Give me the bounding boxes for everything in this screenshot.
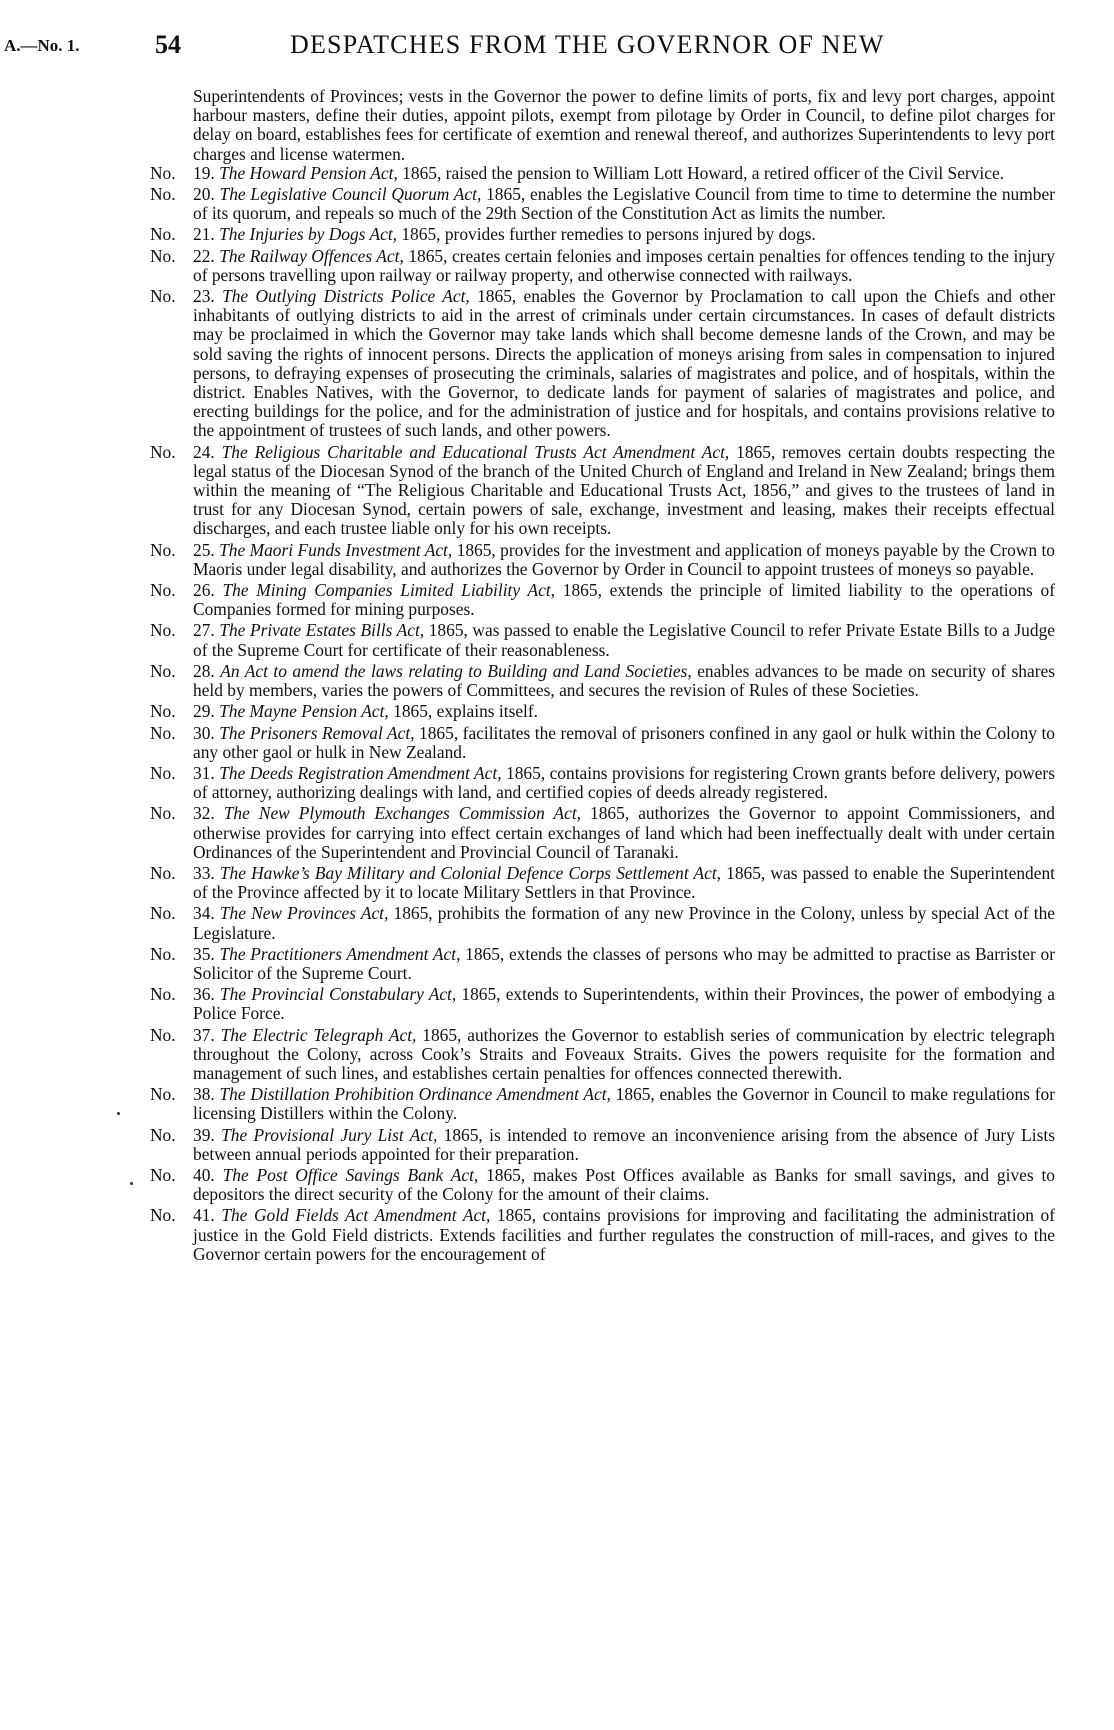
act-description: 1865, extends to Superintendents, within their Provinces, the power of embodying a Police Force. bbox=[193, 984, 1055, 1024]
act-description: 1865, contains provisions for improving and facilitating the administration of justice in the Gold Field districts. Extends facilities and further regulates the construction of mill-races, and gives to the Governor certain powers for the encouragement of bbox=[193, 1205, 1055, 1264]
entry-no-label: No. bbox=[150, 862, 176, 883]
entry-no-label: No. bbox=[150, 620, 176, 641]
act-entry bbox=[150, 864, 1055, 902]
entry-no-label: No. bbox=[150, 803, 176, 824]
act-description: 1865, extends the principle of limited liability to the operations of Companies formed for mining purposes. bbox=[193, 580, 1056, 620]
act-title: The Railway Offences Act, bbox=[219, 245, 404, 266]
entry-number: 36. bbox=[193, 984, 220, 1005]
entry-number: 25. bbox=[193, 539, 220, 560]
act-entry bbox=[150, 1166, 1055, 1204]
act-description: 1865, provides for the investment and application of moneys payable by the Crown to Maoris under legal disability, and authorizes the Governor by Order in Council to appoint trustees of moneys so payable. bbox=[193, 539, 1055, 579]
act-title: The Mayne Pension Act, bbox=[219, 701, 389, 722]
act-title: The New Provinces Act, bbox=[219, 903, 389, 924]
act-title: The Distillation Prohibition Ordinance Amendment Act, bbox=[219, 1084, 611, 1105]
act-entry bbox=[150, 1206, 1055, 1264]
entry-number: 26. bbox=[193, 580, 223, 601]
act-entry bbox=[150, 581, 1055, 619]
entry-no-label: No. bbox=[150, 245, 176, 266]
entry-number: 41. bbox=[193, 1205, 222, 1226]
entry-no-label: No. bbox=[150, 1084, 176, 1105]
entry-number: 35. bbox=[193, 943, 220, 964]
entry-no-label: No. bbox=[150, 441, 176, 462]
entry-number: 21. bbox=[193, 224, 220, 245]
act-entry bbox=[150, 164, 1055, 183]
entry-number: 38. bbox=[193, 1084, 220, 1105]
act-title: The Religious Charitable and Educational Trusts Act Amendment Act, bbox=[221, 441, 730, 462]
act-title: The Maori Funds Investment Act, bbox=[219, 539, 453, 560]
act-entry bbox=[150, 1085, 1055, 1123]
act-title: The Hawke’s Bay Military and Colonial Defence Corps Settlement Act, bbox=[219, 862, 721, 883]
entry-no-label: No. bbox=[150, 224, 176, 245]
entry-no-label: No. bbox=[150, 1164, 176, 1185]
act-title: The Private Estates Bills Act, bbox=[219, 620, 425, 641]
act-title: The Provisional Jury List Act, bbox=[221, 1124, 438, 1145]
act-entry bbox=[150, 287, 1055, 441]
entry-no-label: No. bbox=[150, 1205, 176, 1226]
act-description: 1865, explains itself. bbox=[388, 701, 539, 722]
page-header bbox=[0, 30, 1114, 66]
act-title: The Gold Fields Act Amendment Act, bbox=[221, 1205, 491, 1226]
entry-no-label: No. bbox=[150, 286, 176, 307]
act-title: An Act to amend the laws relating to Building and Land Societies, bbox=[220, 660, 692, 681]
entry-no-label: No. bbox=[150, 984, 176, 1005]
entry-no-label: No. bbox=[150, 762, 176, 783]
margin-mark bbox=[117, 1112, 120, 1115]
act-description: 1865, provides further remedies to persons injured by dogs. bbox=[397, 224, 816, 245]
act-entry bbox=[150, 764, 1055, 802]
act-description: 1865, was passed to enable the Superintendent of the Province affected by it to locate Military Settlers in that Province. bbox=[193, 862, 1055, 903]
act-entry bbox=[150, 541, 1055, 579]
entry-number: 24. bbox=[193, 441, 222, 462]
entry-number: 19. bbox=[193, 162, 220, 183]
entry-number: 30. bbox=[193, 722, 220, 743]
act-title: The Deeds Registration Amendment Act, bbox=[219, 762, 502, 783]
act-list bbox=[150, 164, 1055, 1264]
running-title: DESPATCHES FROM THE GOVERNOR OF NEW bbox=[290, 30, 885, 59]
act-description: 1865, facilitates the removal of prisoners confined in any gaol or hulk within the Colony to any other gaol or hulk in New Zealand. bbox=[193, 722, 1055, 762]
act-description: 1865, was passed to enable the Legislative Council to refer Private Estate Bills to a Judge of the Supreme Court for certificate of their reasonableness. bbox=[193, 620, 1055, 660]
act-description: 1865, authorizes the Governor to establish series of communication by electric telegraph throughout the Colony, across Cook’s Straits and Foveaux Straits. Gives the powers requisite for the formation and management of such lines, and establishes certain penalties for offences connected therewith. bbox=[193, 1024, 1055, 1083]
act-description: 1865, extends the classes of persons who may be admitted to practise as Barrister or Solicitor of the Supreme Court. bbox=[193, 943, 1055, 983]
entry-no-label: No. bbox=[150, 184, 176, 205]
act-title: The Prisoners Removal Act, bbox=[219, 722, 415, 743]
act-entry bbox=[150, 1126, 1055, 1164]
act-entry bbox=[150, 185, 1055, 223]
act-description: 1865, authorizes the Governor to appoint Commissioners, and otherwise provides for carrying into effect certain exchanges of land which had been ineffectually dealt with under certain Ordinances of the Superintendent and Provincial Council of Taranaki. bbox=[193, 803, 1055, 862]
act-description: 1865, contains provisions for registering Crown grants before delivery, powers of attorney, authorizing dealings with land, and certified copies of deeds already registered. bbox=[193, 762, 1055, 803]
act-entry bbox=[150, 985, 1055, 1023]
entry-no-label: No. bbox=[150, 660, 176, 681]
entry-number: 31. bbox=[193, 762, 220, 783]
act-entry bbox=[150, 662, 1055, 700]
page-body bbox=[150, 87, 1055, 1266]
page-number: 54 bbox=[155, 30, 181, 59]
act-title: The Legislative Council Quorum Act, bbox=[219, 184, 482, 205]
intro-paragraph: Superintendents of Provinces; vests in the Governor the power to define limits of ports, fix and levy port charges, appoint harbour masters, define their duties, appoint pilots, exempt from pilotage by Order in Council, to define pilot charges for delay on board, establishes fees for certificate of exemtion and renewal thereof, and authorizes Superintendents to levy port charges and license watermen. bbox=[193, 86, 1055, 164]
entry-no-label: No. bbox=[150, 1024, 176, 1045]
act-entry bbox=[150, 621, 1055, 659]
entry-no-label: No. bbox=[150, 722, 176, 743]
act-description: 1865, makes Post Offices available as Banks for small savings, and gives to depositors the direct security of the Colony for the amount of their claims. bbox=[193, 1164, 1055, 1205]
entry-no-label: No. bbox=[150, 943, 176, 964]
act-title: The Provincial Constabulary Act, bbox=[219, 984, 457, 1005]
act-description: 1865, raised the pension to William Lott Howard, a retired officer of the Civil Service. bbox=[397, 162, 1005, 183]
act-entry bbox=[150, 1026, 1055, 1084]
entry-number: 23. bbox=[193, 286, 223, 307]
act-entry bbox=[150, 724, 1055, 762]
act-entry bbox=[150, 225, 1055, 244]
act-description: enables advances to be made on security of shares held by members, varies the powers of Committees, and secures the revision of Rules of these Societies. bbox=[193, 660, 1055, 701]
act-description: 1865, enables the Governor by Proclamation to call upon the Chiefs and other inhabitants of outlying districts to aid in the arrest of criminals under certain circumstances. In cases of default districts may be proclaimed in which the Governor may take lands which shall become demesne lands of the Crown, and may be sold saving the rights of innocent persons. Directs the application of moneys arising from sales in compensation to injured persons, to defraying expenses of prosecuting the criminals, salaries of magistrates and police, and of hospitals, within the district. Enables Natives, with the Governor, to dedicate lands for payment of salaries of magistrates and police, and erecting buildings for the police, and for the administration of justice and for hospitals, and contains provisions relative to the appointment of trustees of such lands, and other powers. bbox=[193, 286, 1056, 441]
act-description: 1865, creates certain felonies and imposes certain penalties for offences tending to the injury of persons travelling upon railway or railway property, and otherwise connected with railways. bbox=[193, 245, 1055, 285]
act-entry bbox=[150, 904, 1055, 942]
entry-no-label: No. bbox=[150, 580, 176, 601]
entry-no-label: No. bbox=[150, 1124, 176, 1145]
entry-no-label: No. bbox=[150, 701, 176, 722]
act-title: The Mining Companies Limited Liability Act, bbox=[222, 580, 556, 601]
entry-no-label: No. bbox=[150, 539, 176, 560]
entry-number: 33. bbox=[193, 862, 220, 883]
act-title: The Injuries by Dogs Act, bbox=[219, 224, 398, 245]
act-title: The Outlying Districts Police Act, bbox=[222, 286, 470, 307]
entry-number: 40. bbox=[193, 1164, 223, 1185]
act-description: 1865, prohibits the formation of any new Province in the Colony, unless by special Act of the Legislature. bbox=[193, 903, 1055, 943]
act-description: 1865, enables the Governor in Council to make regulations for licensing Distillers within the Colony. bbox=[193, 1084, 1055, 1124]
act-description: 1865, removes certain doubts respecting the legal status of the Diocesan Synod of the branch of the United Church of England and Ireland in New Zealand; brings them within the meaning of “The Religious Charitable and Educational Trusts Act, 1856,” and gives to the trustees of land in trust for any Diocesan Synod, certain powers of sale, exchange, investment and leasing, makes their receipts effectual discharges, and each trustee liable only for his own receipts. bbox=[193, 441, 1055, 539]
margin-mark bbox=[130, 1182, 133, 1185]
act-title: The Practitioners Amendment Act, bbox=[219, 943, 461, 964]
act-entry bbox=[150, 702, 1055, 721]
entry-number: 27. bbox=[193, 620, 220, 641]
act-title: The New Plymouth Exchanges Commission Act, bbox=[223, 803, 582, 824]
act-entry bbox=[150, 247, 1055, 285]
entry-number: 29. bbox=[193, 701, 220, 722]
act-description: 1865, is intended to remove an inconvenience arising from the absence of Jury Lists between annual periods appointed for their preparation. bbox=[193, 1124, 1055, 1164]
act-entry bbox=[150, 945, 1055, 983]
act-title: The Electric Telegraph Act, bbox=[220, 1024, 417, 1045]
entry-number: 37. bbox=[193, 1024, 221, 1045]
entry-number: 22. bbox=[193, 245, 220, 266]
act-entry bbox=[150, 443, 1055, 539]
entry-no-label: No. bbox=[150, 903, 176, 924]
document-reference: A.—No. 1. bbox=[4, 36, 80, 55]
act-entry bbox=[150, 804, 1055, 862]
entry-number: 39. bbox=[193, 1124, 222, 1145]
act-description: 1865, enables the Legislative Council from time to time to determine the number of its quorum, and repeals so much of the 29th Section of the Constitution Act as limits the number. bbox=[193, 184, 1055, 224]
act-title: The Post Office Savings Bank Act, bbox=[222, 1164, 479, 1185]
entry-number: 28. bbox=[193, 660, 221, 681]
entry-number: 34. bbox=[193, 903, 220, 924]
entry-no-label: No. bbox=[150, 162, 176, 183]
act-title: The Howard Pension Act, bbox=[219, 162, 398, 183]
entry-number: 32. bbox=[193, 803, 224, 824]
entry-number: 20. bbox=[193, 184, 220, 205]
